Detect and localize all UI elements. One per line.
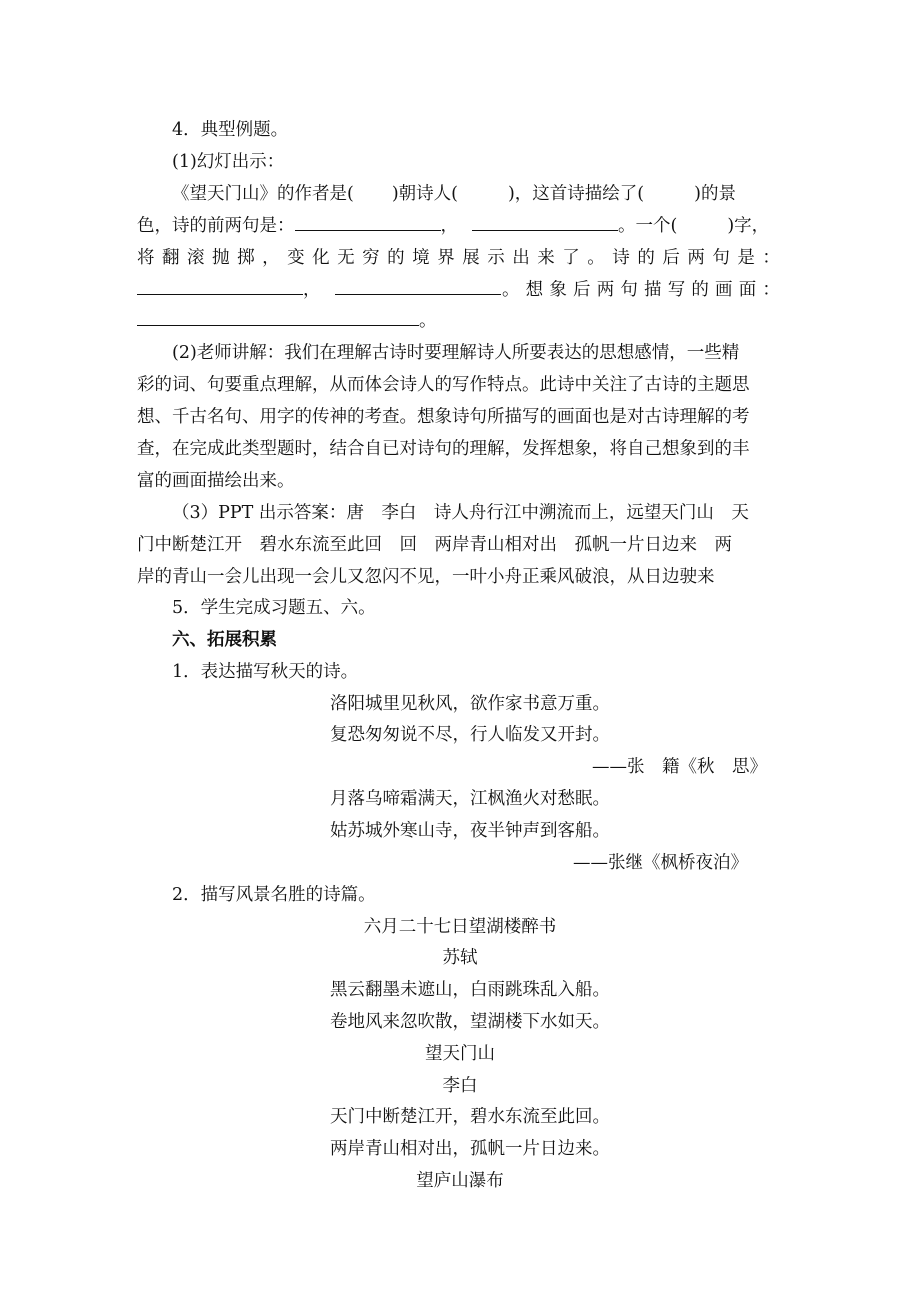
answer-blank (137, 278, 303, 295)
char: 掷 (237, 248, 255, 268)
answer-blank (137, 309, 419, 326)
char: 翻 (162, 248, 180, 268)
char: 将 (137, 248, 155, 268)
char: 来 (537, 248, 555, 268)
char: 句 (712, 248, 730, 268)
poem-title: 六月二十七日望湖楼醉书 (363, 917, 557, 937)
char: 想 (525, 280, 544, 300)
char: 的 (387, 248, 405, 268)
q1-part-d: )的景 (694, 184, 736, 204)
question-line-4-tail (502, 278, 780, 302)
char: 写 (667, 280, 686, 300)
char: 化 (312, 248, 330, 268)
poem-line: 天门中断楚江开，碧水东流至此回。 (330, 1107, 610, 1127)
char: 画 (715, 280, 733, 300)
explanation-line: (2)老师讲解：我们在理解古诗时要理解诗人所要表达的思想感情，一些精 (172, 343, 740, 363)
section6-heading: 六、拓展积累 (172, 630, 277, 650)
char: ， (262, 248, 280, 268)
char: 后 (662, 248, 680, 268)
answer-line: 门中断楚江开 碧水东流至此回 回 两岸青山相对出 孤帆一片日边来 两 (137, 535, 732, 555)
char: 境 (412, 248, 430, 268)
question-line-5 (137, 309, 437, 333)
char: 穷 (362, 248, 380, 268)
answer-blank (335, 278, 501, 295)
poem-attribution: ——张继《枫桥夜泊》 (573, 853, 748, 873)
poem-title: 望庐山瀑布 (416, 1171, 504, 1191)
answer-blank (472, 214, 618, 231)
char: 诗 (612, 248, 630, 268)
poem-line: 复恐匆匆说不尽，行人临发又开封。 (330, 725, 610, 745)
poem-line: 洛阳城里见秋风，欲作家书意万重。 (330, 694, 610, 714)
poem-title: 望天门山 (425, 1044, 495, 1064)
char: 象 (549, 280, 567, 300)
char: 滚 (187, 248, 205, 268)
q2-part-b: ， (440, 216, 458, 236)
q4-comma: ， (303, 280, 321, 300)
char: 是 (737, 248, 755, 268)
item4-sub1: (1)幻灯出示： (172, 152, 285, 172)
answer-line: （3）PPT 出示答案：唐 李白 诗人舟行江中溯流而上，远望天门山 天 (172, 503, 749, 523)
char: 两 (596, 280, 615, 300)
poem-attribution: ——张 籍《秋 思》 (592, 757, 767, 777)
question-line-1 (172, 182, 736, 206)
q1-part-b: )朝诗人( (391, 184, 458, 204)
explanation-line: 想、千古名句、用字的传神的考查。想象诗句所描写的画面也是对古诗理解的考 (137, 407, 750, 427)
explanation-line: 查，在完成此类型题时，结合自已对诗句的理解，发挥想象，将自己想象到的丰 (137, 439, 750, 459)
char: 出 (512, 248, 530, 268)
q1-part-a: 《望天门山》的作者是( (172, 184, 354, 204)
item4-title: 4．典型例题。 (172, 120, 289, 140)
char: 。 (587, 248, 605, 268)
answer-line: 岸的青山一会儿出现一会儿又忽闪不见，一叶小舟正乘风破浪，从日边驶来 (137, 567, 715, 587)
poem-line: 卷地风来忽吹散，望湖楼下水如天。 (330, 1012, 610, 1032)
char: ： (762, 248, 780, 268)
char: 抛 (212, 248, 230, 268)
poem-author: 苏轼 (442, 948, 478, 968)
char: 的 (637, 248, 655, 268)
q2-part-a: 色，诗的前两句是： (137, 216, 295, 236)
char: 无 (337, 248, 355, 268)
poem-line: 两岸青山相对出，孤帆一片日边来。 (330, 1139, 610, 1159)
poem-line: 月落乌啼霜满天，江枫渔火对愁眠。 (330, 789, 610, 809)
char: 后 (573, 280, 591, 300)
answer-blank (295, 214, 441, 231)
question-line-3 (137, 246, 780, 270)
char: 界 (437, 248, 455, 268)
char: 句 (620, 280, 638, 300)
explanation-line: 彩的词、句要重点理解，从而体会诗人的写作特点。此诗中关注了古诗的主题思 (137, 375, 750, 395)
q2-part-d: )字， (727, 216, 770, 236)
q2-part-c: 。一个( (618, 216, 678, 236)
q5-end: 。 (419, 311, 437, 331)
char: 了 (562, 248, 580, 268)
char: 两 (687, 248, 705, 268)
char: 变 (287, 248, 305, 268)
char: ： (762, 280, 780, 300)
item5: 5．学生完成习题五、六。 (172, 598, 376, 618)
q1-part-c: )，这首诗描绘了( (507, 184, 645, 204)
char: 描 (644, 280, 662, 300)
char: 示 (487, 248, 505, 268)
char: 的 (691, 280, 709, 300)
char: 。 (502, 280, 520, 300)
section6-p2-title: 2．描写风景名胜的诗篇。 (172, 885, 376, 905)
char: 面 (738, 280, 757, 300)
poem-author: 李白 (442, 1076, 478, 1096)
poem-line: 黑云翻墨未遮山，白雨跳珠乱入船。 (330, 980, 610, 1000)
explanation-line: 富的画面描绘出来。 (137, 471, 295, 491)
question-line-2 (137, 214, 769, 238)
poem-line: 姑苏城外寒山寺，夜半钟声到客船。 (330, 821, 610, 841)
char: 展 (462, 248, 480, 268)
section6-p1-title: 1．表达描写秋天的诗。 (172, 662, 359, 682)
